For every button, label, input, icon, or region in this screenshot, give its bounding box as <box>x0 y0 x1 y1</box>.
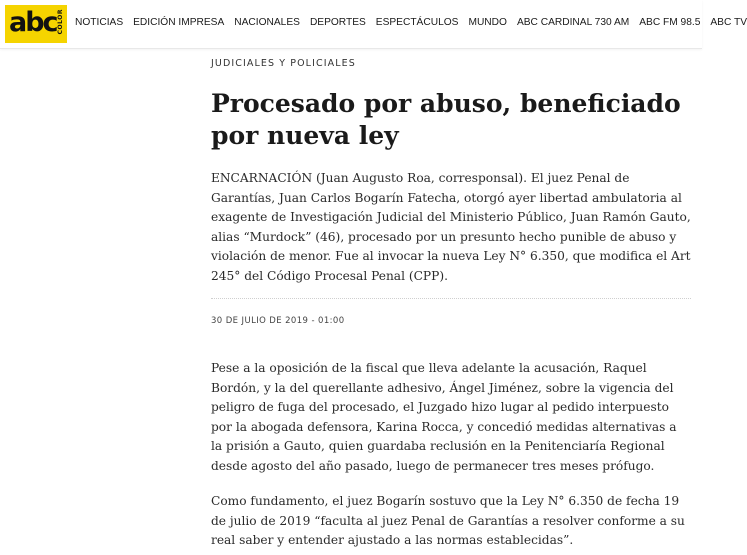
nav-item-mundo[interactable]: MUNDO <box>468 17 507 28</box>
nav-item-noticias[interactable]: NOTICIAS <box>75 17 124 28</box>
nav-item-abc-tv[interactable]: ABC TV <box>710 17 747 28</box>
nav-item-edicion-impresa[interactable]: EDICIÓN IMPRESA <box>133 17 225 28</box>
article-paragraph: Como fundamento, el juez Bogarín sostuvo que la Ley N° 6.350 de fecha 19 de julio de 2019 “faculta al juez Penal de Garantías a resolver conforme a su real saber y entender ajustado a las normas establecidas”. <box>211 494 685 547</box>
abc-color-logo[interactable] <box>5 5 67 43</box>
main-nav <box>75 17 747 28</box>
logo-color-tag: COLOR <box>57 9 64 35</box>
article-paragraph: Pese a la oposición de la fiscal que lleva adelante la acusación, Raquel Bordón, y la del querellante adhesivo, Ángel Jiménez, sobre la vigencia del peligro de fuga del procesado, el Juzgado hizo lugar al pedido interpuesto por la abogada defensora, Karina Rocca, y concedió medidas alternativas a la prisión a Gauto, quien guardaba reclusión en la Penitenciaría Regional desde agosto del año pasado, luego de permanecer tres meses prófugo. <box>211 361 677 473</box>
nav-item-abc-fm[interactable]: ABC FM 98.5 <box>639 17 701 28</box>
top-navigation-bar <box>0 0 747 49</box>
logo-wordmark: abc <box>9 6 57 38</box>
publish-date: 30 DE JULIO DE 2019 - 01:00 <box>211 316 345 326</box>
nav-item-nacionales[interactable]: NACIONALES <box>234 17 300 28</box>
article-title: Procesado por abuso, beneficiado por nueva ley <box>211 89 681 150</box>
nav-item-deportes[interactable]: DEPORTES <box>309 17 366 28</box>
article-lead: ENCARNACIÓN (Juan Augusto Roa, corresponsal). El juez Penal de Garantías, Juan Carlos Bogarín Fatecha, otorgó ayer libertad ambulatoria al exagente de Investigación Judicial del Ministerio Público, Juan Ramón Gauto, alias “Murdock” (46), procesado por un presunto hecho punible de abuso y violación de menor. Fue al invocar la nueva Ley N° 6.350, que modifica el Art 245° del Código Procesal Penal (CPP). <box>211 171 691 283</box>
nav-item-abc-cardinal[interactable]: ABC CARDINAL 730 AM <box>516 17 630 28</box>
nav-item-espectaculos[interactable]: ESPECTÁCULOS <box>375 17 459 28</box>
divider <box>211 298 691 299</box>
section-label[interactable]: JUDICIALES Y POLICIALES <box>211 58 356 69</box>
article <box>211 58 691 547</box>
